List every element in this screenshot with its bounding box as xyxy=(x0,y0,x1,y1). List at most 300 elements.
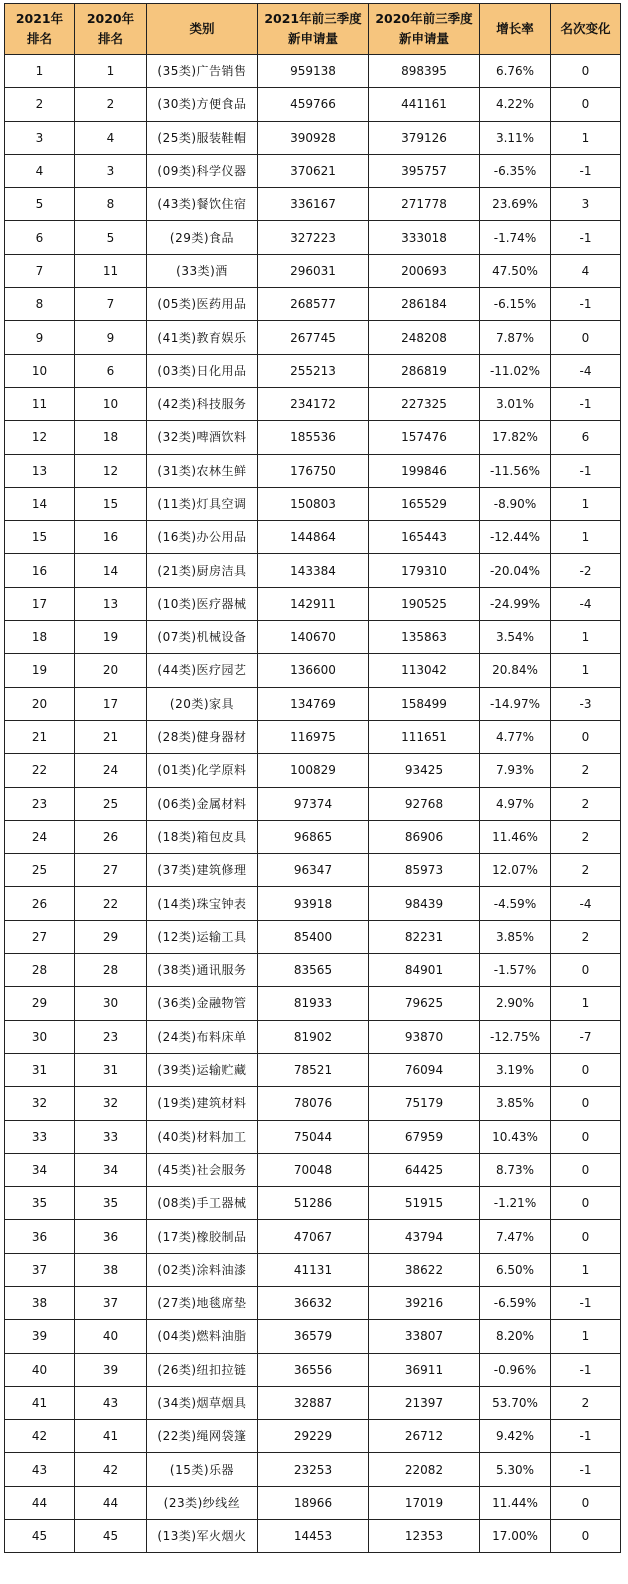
rank-2020-cell: 23 xyxy=(75,1020,147,1053)
rank-2020-cell: 39 xyxy=(75,1353,147,1386)
apps-2021-cell: 255213 xyxy=(258,354,369,387)
apps-2020-cell: 441161 xyxy=(369,88,480,121)
apps-2021-cell: 134769 xyxy=(258,687,369,720)
apps-2020-cell: 165529 xyxy=(369,487,480,520)
rank-change-cell: -1 xyxy=(551,1453,621,1486)
apps-2021-cell: 18966 xyxy=(258,1486,369,1519)
apps-2020-cell: 82231 xyxy=(369,920,480,953)
header-apps-2020-line2: 新申请量 xyxy=(398,31,449,46)
apps-2020-cell: 76094 xyxy=(369,1053,480,1086)
growth-cell: 3.19% xyxy=(480,1053,551,1086)
table-row xyxy=(5,387,621,420)
rank-change-cell: 2 xyxy=(551,1386,621,1419)
apps-2020-cell: 271778 xyxy=(369,188,480,221)
table-row xyxy=(5,1286,621,1319)
apps-2021-cell: 144864 xyxy=(258,521,369,554)
table-row xyxy=(5,1020,621,1053)
rank-2020-cell: 2 xyxy=(75,88,147,121)
apps-2021-cell: 75044 xyxy=(258,1120,369,1153)
rank-change-cell: 0 xyxy=(551,954,621,987)
rank-2020-cell: 17 xyxy=(75,687,147,720)
rank-change-cell: 2 xyxy=(551,920,621,953)
rank-change-cell: 0 xyxy=(551,1120,621,1153)
rank-2021-cell: 43 xyxy=(5,1453,75,1486)
apps-2021-cell: 96865 xyxy=(258,820,369,853)
header-apps-2020 xyxy=(369,4,480,55)
growth-cell: 9.42% xyxy=(480,1420,551,1453)
rank-2021-cell: 7 xyxy=(5,254,75,287)
rank-2020-cell: 36 xyxy=(75,1220,147,1253)
category-cell: (44类)医疗园艺 xyxy=(147,654,258,687)
rank-2021-cell: 17 xyxy=(5,587,75,620)
header-apps-2020-line1: 2020年前三季度 xyxy=(375,11,473,26)
apps-2020-cell: 158499 xyxy=(369,687,480,720)
rank-change-cell: -1 xyxy=(551,387,621,420)
rank-2021-cell: 3 xyxy=(5,121,75,154)
category-cell: (39类)运输贮藏 xyxy=(147,1053,258,1086)
rank-2020-cell: 21 xyxy=(75,720,147,753)
rank-2020-cell: 41 xyxy=(75,1420,147,1453)
table-row xyxy=(5,321,621,354)
rank-2021-cell: 33 xyxy=(5,1120,75,1153)
category-cell: (02类)涂料油漆 xyxy=(147,1253,258,1286)
table-row xyxy=(5,1187,621,1220)
category-cell: (32类)啤酒饮料 xyxy=(147,421,258,454)
table-row xyxy=(5,421,621,454)
header-rank-2021 xyxy=(5,4,75,55)
apps-2021-cell: 83565 xyxy=(258,954,369,987)
rank-change-cell: 1 xyxy=(551,654,621,687)
growth-cell: -1.57% xyxy=(480,954,551,987)
apps-2021-cell: 81933 xyxy=(258,987,369,1020)
category-cell: (31类)农林生鲜 xyxy=(147,454,258,487)
apps-2021-cell: 85400 xyxy=(258,920,369,953)
apps-2021-cell: 136600 xyxy=(258,654,369,687)
growth-cell: 3.01% xyxy=(480,387,551,420)
apps-2020-cell: 43794 xyxy=(369,1220,480,1253)
rank-change-cell: -1 xyxy=(551,221,621,254)
growth-cell: 17.82% xyxy=(480,421,551,454)
category-cell: (21类)厨房洁具 xyxy=(147,554,258,587)
rank-2021-cell: 38 xyxy=(5,1286,75,1319)
table-row xyxy=(5,88,621,121)
rank-2021-cell: 20 xyxy=(5,687,75,720)
rank-2021-cell: 25 xyxy=(5,854,75,887)
rank-2020-cell: 28 xyxy=(75,954,147,987)
growth-cell: 17.00% xyxy=(480,1520,551,1553)
rank-2021-cell: 37 xyxy=(5,1253,75,1286)
growth-cell: 47.50% xyxy=(480,254,551,287)
rank-2020-cell: 40 xyxy=(75,1320,147,1353)
rank-2021-cell: 11 xyxy=(5,387,75,420)
table-row xyxy=(5,654,621,687)
growth-cell: -11.02% xyxy=(480,354,551,387)
apps-2021-cell: 78521 xyxy=(258,1053,369,1086)
category-cell: (15类)乐器 xyxy=(147,1453,258,1486)
category-cell: (35类)广告销售 xyxy=(147,55,258,88)
header-rank-2020-line1: 2020年 xyxy=(86,11,135,26)
rank-2021-cell: 45 xyxy=(5,1520,75,1553)
category-cell: (23类)纱线丝 xyxy=(147,1486,258,1519)
rank-2021-cell: 16 xyxy=(5,554,75,587)
rank-2021-cell: 39 xyxy=(5,1320,75,1353)
rank-change-cell: -7 xyxy=(551,1020,621,1053)
growth-cell: 7.87% xyxy=(480,321,551,354)
rank-2021-cell: 21 xyxy=(5,720,75,753)
apps-2021-cell: 336167 xyxy=(258,188,369,221)
category-cell: (40类)材料加工 xyxy=(147,1120,258,1153)
apps-2020-cell: 12353 xyxy=(369,1520,480,1553)
category-cell: (20类)家具 xyxy=(147,687,258,720)
table-row xyxy=(5,1153,621,1186)
rank-2020-cell: 25 xyxy=(75,787,147,820)
apps-2020-cell: 165443 xyxy=(369,521,480,554)
category-cell: (36类)金融物管 xyxy=(147,987,258,1020)
category-cell: (29类)食品 xyxy=(147,221,258,254)
category-cell: (38类)通讯服务 xyxy=(147,954,258,987)
apps-2021-cell: 390928 xyxy=(258,121,369,154)
apps-2021-cell: 370621 xyxy=(258,154,369,187)
category-cell: (01类)化学原料 xyxy=(147,754,258,787)
rank-2020-cell: 4 xyxy=(75,121,147,154)
table-row xyxy=(5,354,621,387)
rank-2021-cell: 4 xyxy=(5,154,75,187)
apps-2020-cell: 286184 xyxy=(369,288,480,321)
growth-cell: -8.90% xyxy=(480,487,551,520)
apps-2021-cell: 234172 xyxy=(258,387,369,420)
category-cell: (37类)建筑修理 xyxy=(147,854,258,887)
category-cell: (25类)服装鞋帽 xyxy=(147,121,258,154)
growth-cell: -1.21% xyxy=(480,1187,551,1220)
apps-2020-cell: 93870 xyxy=(369,1020,480,1053)
apps-2021-cell: 51286 xyxy=(258,1187,369,1220)
apps-2020-cell: 33807 xyxy=(369,1320,480,1353)
rank-change-cell: -1 xyxy=(551,1420,621,1453)
rank-2020-cell: 34 xyxy=(75,1153,147,1186)
table-row xyxy=(5,787,621,820)
rank-2021-cell: 5 xyxy=(5,188,75,221)
growth-cell: -20.04% xyxy=(480,554,551,587)
rank-2020-cell: 10 xyxy=(75,387,147,420)
table-body xyxy=(5,55,621,1553)
category-cell: (12类)运输工具 xyxy=(147,920,258,953)
growth-cell: -6.35% xyxy=(480,154,551,187)
rank-2021-cell: 10 xyxy=(5,354,75,387)
apps-2021-cell: 143384 xyxy=(258,554,369,587)
header-apps-2021-line1: 2021年前三季度 xyxy=(264,11,362,26)
header-apps-2021-line2: 新申请量 xyxy=(287,31,338,46)
rank-2020-cell: 12 xyxy=(75,454,147,487)
category-cell: (26类)纽扣拉链 xyxy=(147,1353,258,1386)
growth-cell: 10.43% xyxy=(480,1120,551,1153)
category-cell: (04类)燃料油脂 xyxy=(147,1320,258,1353)
rank-2020-cell: 7 xyxy=(75,288,147,321)
growth-cell: -0.96% xyxy=(480,1353,551,1386)
rank-2021-cell: 41 xyxy=(5,1386,75,1419)
rank-2020-cell: 19 xyxy=(75,621,147,654)
apps-2020-cell: 86906 xyxy=(369,820,480,853)
apps-2020-cell: 75179 xyxy=(369,1087,480,1120)
rank-2021-cell: 24 xyxy=(5,820,75,853)
rank-2020-cell: 6 xyxy=(75,354,147,387)
table-row xyxy=(5,487,621,520)
growth-cell: 20.84% xyxy=(480,654,551,687)
rank-change-cell: -1 xyxy=(551,154,621,187)
rank-2020-cell: 1 xyxy=(75,55,147,88)
table-row xyxy=(5,987,621,1020)
table-row xyxy=(5,687,621,720)
rank-change-cell: -1 xyxy=(551,1353,621,1386)
category-cell: (42类)科技服务 xyxy=(147,387,258,420)
category-cell: (43类)餐饮住宿 xyxy=(147,188,258,221)
growth-cell: 4.22% xyxy=(480,88,551,121)
rank-change-cell: 2 xyxy=(551,854,621,887)
rank-2020-cell: 42 xyxy=(75,1453,147,1486)
growth-cell: 8.73% xyxy=(480,1153,551,1186)
rank-change-cell: 1 xyxy=(551,487,621,520)
category-cell: (30类)方便食品 xyxy=(147,88,258,121)
rank-2021-cell: 8 xyxy=(5,288,75,321)
rank-change-cell: -1 xyxy=(551,454,621,487)
rank-2021-cell: 32 xyxy=(5,1087,75,1120)
apps-2020-cell: 21397 xyxy=(369,1386,480,1419)
rank-2020-cell: 27 xyxy=(75,854,147,887)
table-row xyxy=(5,754,621,787)
rank-2021-cell: 23 xyxy=(5,787,75,820)
apps-2021-cell: 176750 xyxy=(258,454,369,487)
growth-cell: 3.54% xyxy=(480,621,551,654)
apps-2020-cell: 379126 xyxy=(369,121,480,154)
rank-change-cell: 0 xyxy=(551,1486,621,1519)
table-row xyxy=(5,288,621,321)
rank-2021-cell: 9 xyxy=(5,321,75,354)
category-cell: (16类)办公用品 xyxy=(147,521,258,554)
category-cell: (05类)医药用品 xyxy=(147,288,258,321)
rank-change-cell: 2 xyxy=(551,787,621,820)
table-row xyxy=(5,521,621,554)
rank-2020-cell: 15 xyxy=(75,487,147,520)
category-cell: (28类)健身器材 xyxy=(147,720,258,753)
category-cell: (22类)绳网袋篷 xyxy=(147,1420,258,1453)
rank-2020-cell: 35 xyxy=(75,1187,147,1220)
rank-change-cell: -1 xyxy=(551,288,621,321)
growth-cell: -24.99% xyxy=(480,587,551,620)
rank-change-cell: 2 xyxy=(551,820,621,853)
rank-2021-cell: 44 xyxy=(5,1486,75,1519)
apps-2021-cell: 93918 xyxy=(258,887,369,920)
rank-change-cell: 1 xyxy=(551,621,621,654)
apps-2020-cell: 113042 xyxy=(369,654,480,687)
rank-2020-cell: 26 xyxy=(75,820,147,853)
apps-2020-cell: 286819 xyxy=(369,354,480,387)
rank-2020-cell: 22 xyxy=(75,887,147,920)
rank-2020-cell: 9 xyxy=(75,321,147,354)
table-row xyxy=(5,1520,621,1553)
growth-cell: 2.90% xyxy=(480,987,551,1020)
rank-2020-cell: 32 xyxy=(75,1087,147,1120)
rank-change-cell: 0 xyxy=(551,88,621,121)
rank-2021-cell: 26 xyxy=(5,887,75,920)
apps-2020-cell: 898395 xyxy=(369,55,480,88)
apps-2020-cell: 333018 xyxy=(369,221,480,254)
rank-2020-cell: 24 xyxy=(75,754,147,787)
table-row xyxy=(5,1353,621,1386)
apps-2020-cell: 200693 xyxy=(369,254,480,287)
category-cell: (18类)箱包皮具 xyxy=(147,820,258,853)
table-row xyxy=(5,920,621,953)
rank-change-cell: -4 xyxy=(551,887,621,920)
apps-2021-cell: 267745 xyxy=(258,321,369,354)
apps-2020-cell: 135863 xyxy=(369,621,480,654)
apps-2020-cell: 39216 xyxy=(369,1286,480,1319)
header-growth: 增长率 xyxy=(480,4,551,55)
apps-2021-cell: 96347 xyxy=(258,854,369,887)
apps-2021-cell: 459766 xyxy=(258,88,369,121)
rank-2020-cell: 29 xyxy=(75,920,147,953)
apps-2021-cell: 29229 xyxy=(258,1420,369,1453)
category-cell: (13类)军火烟火 xyxy=(147,1520,258,1553)
rank-2021-cell: 31 xyxy=(5,1053,75,1086)
rank-change-cell: 0 xyxy=(551,1187,621,1220)
growth-cell: -4.59% xyxy=(480,887,551,920)
category-cell: (17类)橡胶制品 xyxy=(147,1220,258,1253)
table-row xyxy=(5,1386,621,1419)
rank-2021-cell: 40 xyxy=(5,1353,75,1386)
rank-change-cell: 0 xyxy=(551,55,621,88)
growth-cell: 11.44% xyxy=(480,1486,551,1519)
apps-2021-cell: 100829 xyxy=(258,754,369,787)
rank-2020-cell: 20 xyxy=(75,654,147,687)
apps-2020-cell: 227325 xyxy=(369,387,480,420)
apps-2020-cell: 36911 xyxy=(369,1353,480,1386)
apps-2020-cell: 38622 xyxy=(369,1253,480,1286)
table-row xyxy=(5,720,621,753)
category-cell: (27类)地毯席垫 xyxy=(147,1286,258,1319)
header-category: 类别 xyxy=(147,4,258,55)
growth-cell: 8.20% xyxy=(480,1320,551,1353)
growth-cell: 11.46% xyxy=(480,820,551,853)
rank-2020-cell: 18 xyxy=(75,421,147,454)
table-row xyxy=(5,188,621,221)
rank-change-cell: 0 xyxy=(551,1053,621,1086)
apps-2021-cell: 36579 xyxy=(258,1320,369,1353)
rank-2020-cell: 14 xyxy=(75,554,147,587)
rank-change-cell: 1 xyxy=(551,1320,621,1353)
rank-change-cell: 4 xyxy=(551,254,621,287)
rank-2021-cell: 27 xyxy=(5,920,75,953)
category-cell: (14类)珠宝钟表 xyxy=(147,887,258,920)
rank-change-cell: 0 xyxy=(551,1153,621,1186)
rank-2020-cell: 8 xyxy=(75,188,147,221)
category-cell: (45类)社会服务 xyxy=(147,1153,258,1186)
apps-2020-cell: 22082 xyxy=(369,1453,480,1486)
table-row xyxy=(5,221,621,254)
apps-2020-cell: 51915 xyxy=(369,1187,480,1220)
rank-change-cell: 0 xyxy=(551,321,621,354)
rank-change-cell: 2 xyxy=(551,754,621,787)
rank-change-cell: 0 xyxy=(551,1220,621,1253)
apps-2020-cell: 93425 xyxy=(369,754,480,787)
table-row xyxy=(5,587,621,620)
table-row xyxy=(5,454,621,487)
header-row xyxy=(5,4,621,55)
apps-2021-cell: 36632 xyxy=(258,1286,369,1319)
apps-2020-cell: 248208 xyxy=(369,321,480,354)
apps-2020-cell: 17019 xyxy=(369,1486,480,1519)
rank-2020-cell: 44 xyxy=(75,1486,147,1519)
apps-2020-cell: 64425 xyxy=(369,1153,480,1186)
apps-2020-cell: 111651 xyxy=(369,720,480,753)
apps-2021-cell: 327223 xyxy=(258,221,369,254)
table-row xyxy=(5,1253,621,1286)
rank-change-cell: -3 xyxy=(551,687,621,720)
apps-2020-cell: 84901 xyxy=(369,954,480,987)
category-cell: (33类)酒 xyxy=(147,254,258,287)
rank-2021-cell: 22 xyxy=(5,754,75,787)
apps-2021-cell: 142911 xyxy=(258,587,369,620)
growth-cell: -14.97% xyxy=(480,687,551,720)
apps-2020-cell: 190525 xyxy=(369,587,480,620)
growth-cell: 4.97% xyxy=(480,787,551,820)
apps-2021-cell: 81902 xyxy=(258,1020,369,1053)
apps-2021-cell: 185536 xyxy=(258,421,369,454)
apps-2021-cell: 140670 xyxy=(258,621,369,654)
table-row xyxy=(5,1220,621,1253)
rank-2021-cell: 34 xyxy=(5,1153,75,1186)
apps-2021-cell: 70048 xyxy=(258,1153,369,1186)
rank-2021-cell: 1 xyxy=(5,55,75,88)
header-rank-change: 名次变化 xyxy=(551,4,621,55)
rank-2020-cell: 13 xyxy=(75,587,147,620)
apps-2021-cell: 14453 xyxy=(258,1520,369,1553)
rank-2021-cell: 18 xyxy=(5,621,75,654)
growth-cell: 6.76% xyxy=(480,55,551,88)
apps-2020-cell: 85973 xyxy=(369,854,480,887)
growth-cell: -12.75% xyxy=(480,1020,551,1053)
rank-2020-cell: 30 xyxy=(75,987,147,1020)
table-row xyxy=(5,1120,621,1153)
rank-2020-cell: 38 xyxy=(75,1253,147,1286)
growth-cell: 53.70% xyxy=(480,1386,551,1419)
apps-2020-cell: 179310 xyxy=(369,554,480,587)
rank-change-cell: -4 xyxy=(551,354,621,387)
header-rank-2020 xyxy=(75,4,147,55)
rank-change-cell: 0 xyxy=(551,1087,621,1120)
table-row xyxy=(5,554,621,587)
growth-cell: 3.11% xyxy=(480,121,551,154)
rank-2021-cell: 14 xyxy=(5,487,75,520)
table-row xyxy=(5,1420,621,1453)
growth-cell: -12.44% xyxy=(480,521,551,554)
apps-2021-cell: 32887 xyxy=(258,1386,369,1419)
header-rank-2020-line2: 排名 xyxy=(97,31,123,46)
rank-change-cell: 1 xyxy=(551,987,621,1020)
apps-2021-cell: 959138 xyxy=(258,55,369,88)
rank-2021-cell: 6 xyxy=(5,221,75,254)
growth-cell: -1.74% xyxy=(480,221,551,254)
growth-cell: 7.93% xyxy=(480,754,551,787)
growth-cell: 5.30% xyxy=(480,1453,551,1486)
category-cell: (10类)医疗器械 xyxy=(147,587,258,620)
rank-change-cell: 1 xyxy=(551,521,621,554)
rank-2021-cell: 36 xyxy=(5,1220,75,1253)
apps-2021-cell: 150803 xyxy=(258,487,369,520)
table-row xyxy=(5,621,621,654)
rank-2021-cell: 19 xyxy=(5,654,75,687)
header-rank-2021-line1: 2021年 xyxy=(15,11,64,26)
apps-2020-cell: 157476 xyxy=(369,421,480,454)
category-cell: (11类)灯具空调 xyxy=(147,487,258,520)
